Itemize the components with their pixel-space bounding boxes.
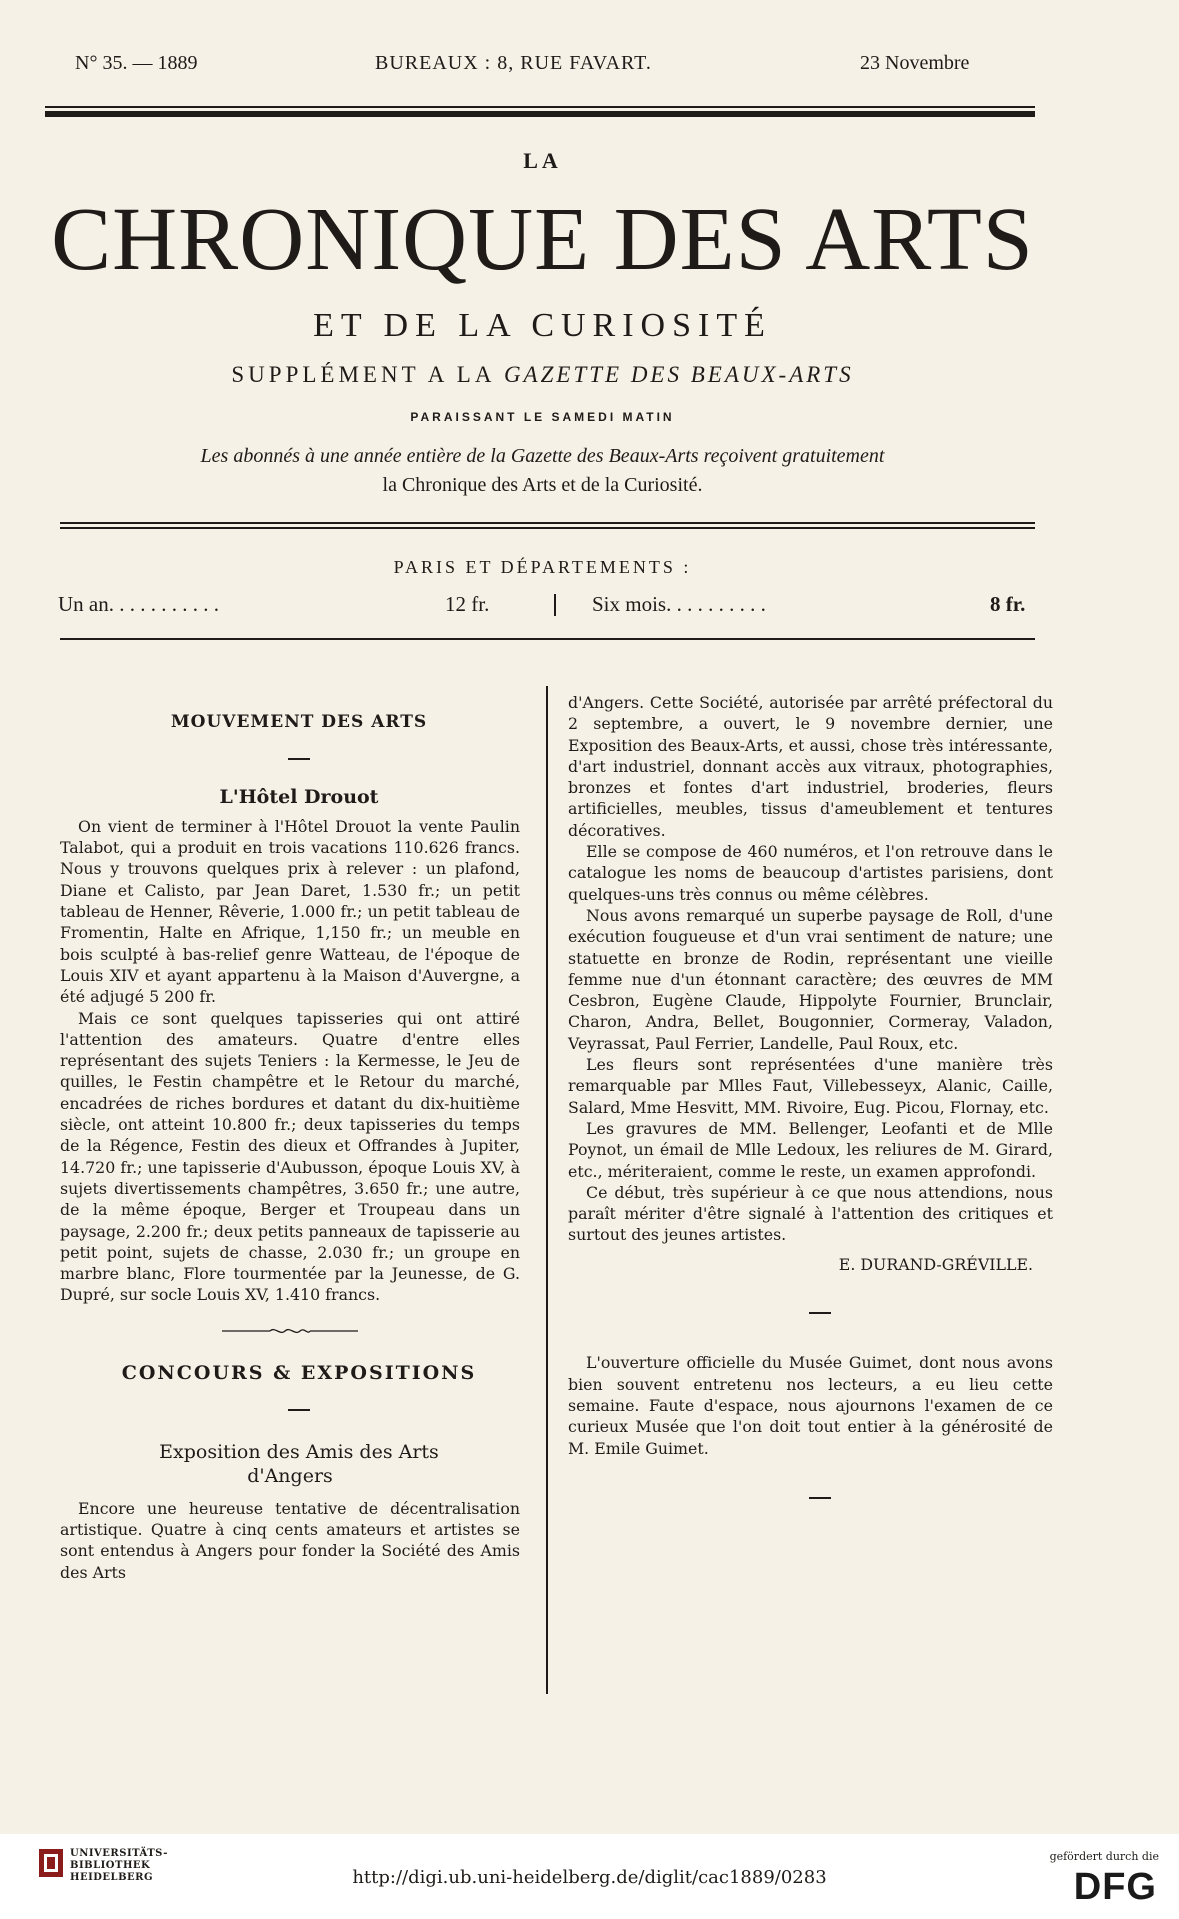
paragraph-tapestries: Mais ce sont quelques tapisseries qui ont attiré l'attention des amateurs. Quatre d'entre elles représentant des sujets Teniers : la Kermesse, le Jeu de quilles, le Festin champêtre et le Retour du marché, encadrées de riches bordures et datant du dix-huitième siècle, ont atteint 10.800 fr.; deux tapisseries du temps de la Régence, Festin des dieux et Offrandes à Jupiter, 14.720 fr.; une tapisserie d'Aubusson, époque Louis XV, à sujets divertissements champêtres, 3.650 fr.; une autre, de la même époque, Berger et Troupeau dans un paysage, 2.200 fr.; deux petits panneaux de tapisserie au petit point, sujets de chasse, 2.030 fr.; un groupe en marbre blanc, Flore tourmentée par la Jeunesse, de G. Dupré, sur socle Louis XV, 1.410 francs. [60,1008,520,1305]
top-rule-thick [45,111,1035,117]
supplement-prefix: SUPPLÉMENT A LA [231,362,495,387]
paragraph-works: Nous avons remarqué un superbe paysage de Roll, d'une exécution fougueuse et d'un vrai sentiment de nature; une statuette en bronze de Rodin, représentant une vieille femme nue d'un étonnant caractère; des œuvres de MM Cesbron, Eugène Claude, Hippolyte Fournier, Brunclair, Charon, Andra, Bellet, Bougonnier, Cormeray, Valadon, Veyrassat, Paul Ferrier, Landelle, Paul Roux, etc. [568,905,1053,1053]
subhead-hotel-drouot: L'Hôtel Drouot [219,785,379,808]
price-six: 8 fr. [990,592,1026,616]
title-main: CHRONIQUE DES ARTS [51,190,1034,289]
library-line-1: UNIVERSITÄTS- [70,1848,168,1859]
paragraph-engravings: Les gravures de MM. Bellenger, Leofanti et de Mlle Poynot, un émail de Mlle Ledoux, les reliures de M. Girard, etc., mériteraient, comme le reste, un examen approfondi. [568,1118,1053,1181]
section-dash [60,747,520,768]
bottom-rule [60,638,1035,640]
notice-line-2: la Chronique des Arts et de la Curiosité. [382,474,703,496]
funded-by-label: gefördert durch die [1049,1850,1159,1863]
issue-number: N° 35. — 1889 [75,52,198,74]
notice-line-1: Les abonnés à une année entière de la Gazette des Beaux-Arts reçoivent gratuitement [200,445,885,467]
paragraph-angers-cont: d'Angers. Cette Société, autorisée par arrêté préfectoral du 2 septembre, a ouvert, le 9 novembre dernier, une Exposition des Beaux-Arts, et aussi, chose très intéressante, d'art industriel, donnant accès aux vitraux, photographies, bronzes et fontes d'art industriel, broderies, fleurs artificielles, meubles, tissus d'ameublement et tentures décoratives. [568,693,1053,840]
title-la: LA [523,148,562,173]
section-mouvement-des-arts: MOUVEMENT DES ARTS [170,712,428,732]
library-line-3: HEIDELBERG [70,1872,153,1883]
subscriber-notice [100,442,985,500]
paragraph-musee-guimet: L'ouverture officielle du Musée Guimet, dont nous avons bien souvent entretenu nos lecteurs, a eu lieu cette semaine. Faute d'espace, nous ajournons l'examen de ce curieux Musée que l'on doit tout entier à la générosité de M. Emile Guimet. [568,1353,1053,1458]
paragraph-drouot-sale: On vient de terminer à l'Hôtel Drouot la vente Paulin Talabot, qui a produit en trois vacations 110.626 francs. Nous y trouvons quelques prix à relever : un plafond, Diane et Calisto, par Jean Daret, 1.530 fr.; un petit tableau de Henner, Rêverie, 1.000 fr.; un petit tableau de Fromentin, Halte en Afrique, 1,150 fr.; un meuble en bois sculpté à bas-relief genre Watteau, de l'époque de Louis XIV et ayant appartenu à la Maison d'Auvergne, a été adjugé 5 200 fr. [60,816,520,1007]
section-dash-4 [568,1487,1053,1508]
paragraph-conclusion: Ce début, très supérieur à ce que nous attendions, nous paraît mériter d'être signalé à l'attention des critiques et surtout des jeunes artistes. [568,1182,1053,1245]
ornament-icon [220,1326,360,1336]
left-column [60,712,520,1583]
paragraph-angers-intro: Encore une heureuse tentative de décentralisation artistique. Quatre à cinq cents amateurs et artistes se sont entendus à Angers pour fonder la Société des Amis des Arts [60,1498,520,1582]
paragraph-catalogue: Elle se compose de 460 numéros, et l'on retrouve dans le catalogue les noms de beaucoup d'artistes parisiens, dont quelques-uns très connus ou même célèbres. [568,842,1053,904]
library-line-2: BIBLIOTHEK [70,1860,151,1871]
subscription-heading: PARIS ET DÉPARTEMENTS : [393,557,692,577]
section-dash-2 [60,1398,520,1419]
title-supplement [0,362,1085,388]
ornament-divider [60,1320,520,1341]
column-divider [546,686,548,1694]
paragraph-flowers: Les fleurs sont représentées d'une manière très remarquable par Mlles Faut, Villebesseyx, Alanic, Caille, Salard, Mme Hesvitt, MM. Rivoire, Eug. Picou, Flornay, etc. [568,1055,1053,1117]
price-year-label: Un an. . . . . . . . . . . [58,592,219,616]
section-concours-expositions: CONCOURS & EXPOSITIONS [121,1362,477,1385]
dfg-logo: DFG [1073,1866,1157,1908]
parution-line: PARAISSANT LE SAMEDI MATIN [410,410,675,424]
signature: E. DURAND-GRÉVILLE. [838,1254,1033,1274]
price-divider [554,594,556,616]
subhead-angers: Exposition des Amis des Arts d'Angers [159,1440,439,1487]
digital-url-link[interactable]: http://digi.ub.uni-heidelberg.de/diglit/cac1889/0283 [352,1867,827,1888]
issue-date: 23 Novembre [860,52,970,74]
top-rule-thin [45,106,1035,108]
bureaux-address: BUREAUX : 8, RUE FAVART. [375,52,652,74]
mid-rule-1 [60,522,1035,524]
price-year: 12 fr. [445,592,490,616]
title-subtitle: ET DE LA CURIOSITÉ [313,307,772,344]
price-six-label: Six mois. . . . . . . . . . [592,592,766,616]
mid-rule-2 [60,527,1035,529]
section-dash-3 [568,1301,1053,1322]
right-column [568,692,1053,1508]
supplement-gazette: GAZETTE DES BEAUX-ARTS [503,362,854,387]
